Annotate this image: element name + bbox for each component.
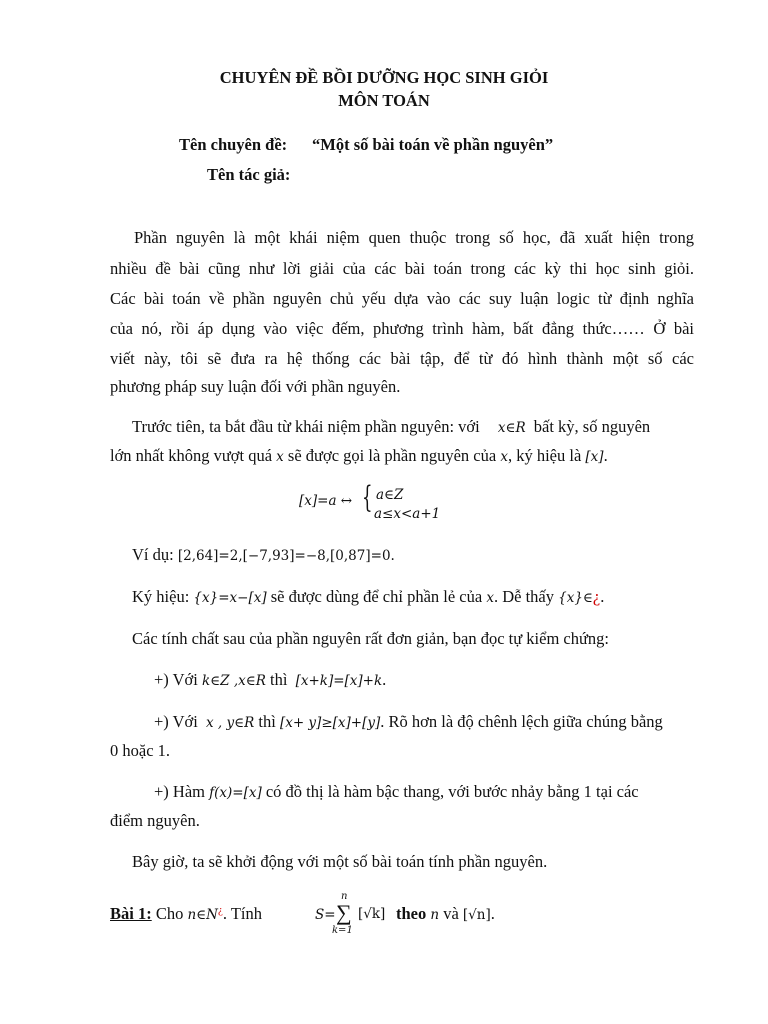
property-1 [154, 670, 386, 690]
notation-text-b: . Dễ thấy [493, 587, 554, 606]
notation-red-mark: ¿ [592, 587, 601, 606]
intro-line-6: phương pháp suy luận đối với phần nguyên. [110, 377, 401, 396]
intro-line-2: nhiều đề bài cũng như lời giải của các bài toán trong các kỳ thi học sinh giỏi. [110, 259, 694, 278]
property-3-line-2: điểm nguyên. [110, 811, 200, 830]
problem-1-end: . [490, 904, 495, 923]
property-2-math-2: [x+ y]≥[x]+[y] [279, 715, 381, 731]
property-3-text-b: có đồ thị là hàm bậc thang, với bước nhảy bằng 1 tại các [265, 782, 639, 801]
property-2-text-a: +) Với [154, 712, 198, 731]
brace-symbol: { [362, 480, 373, 515]
topic-value: “Một số bài toán về phần nguyên” [312, 135, 554, 154]
sum-term: [√k] [358, 906, 386, 922]
definition-text-a: Trước tiên, ta bắt đầu từ khái niệm phần nguyên: với [132, 417, 480, 436]
intro-line-3: Các bài toán về phần nguyên chủ yếu dựa vào các suy luận logic từ định nghĩa [110, 289, 694, 308]
properties-intro: Các tính chất sau của phần nguyên rất đơn giản, bạn đọc tự kiểm chứng: [132, 629, 610, 648]
property-1-text-b: thì [270, 670, 288, 689]
property-2-text-c: . Rõ hơn là độ chênh lệch giữa chúng bằng [380, 712, 663, 731]
problem-1-text-d: và [443, 904, 459, 923]
notation-text-a: sẽ được dùng để chỉ phần lẻ của [270, 587, 483, 606]
definition-text-c: lớn nhất không vượt quá [110, 446, 273, 465]
definition-floor-symbol: [x] [585, 449, 604, 465]
problem-1-line [110, 904, 262, 924]
problem-1-red-mark: ¿ [218, 904, 223, 916]
formula-case-2: a≤x<a+1 [374, 506, 441, 522]
notation-math-2: {x}∈ [558, 590, 593, 606]
problem-1-text-a: Cho [155, 904, 184, 923]
example-math: [2,64]=2,[−7,93]=−8,[0,87]=0. [177, 548, 395, 564]
title-line-1: CHUYÊN ĐỀ BỒI DƯỠNG HỌC SINH GIỎI [219, 68, 549, 87]
problem-1-n: n [430, 907, 440, 923]
definition-line-1 [132, 417, 650, 437]
notation-math: {x}=x−[x] [193, 590, 267, 606]
property-1-text-a: +) Với [154, 670, 198, 689]
property-3-text-a: +) Hàm [154, 782, 205, 801]
definition-text-e: , ký hiệu là [507, 446, 582, 465]
problem-1-text-c: theo [396, 904, 427, 923]
property-2 [154, 712, 663, 732]
problem-1-math-n: n∈N [187, 907, 218, 923]
property-1-math: k∈Z ,x∈R [201, 673, 266, 689]
property-3 [154, 782, 639, 802]
definition-x2: x [500, 449, 508, 465]
property-3-math: f(x)=[x] [209, 785, 262, 801]
topic-label: Tên chuyên đề: [179, 135, 288, 154]
property-2-line-2: 0 hoặc 1. [110, 741, 171, 760]
notation-label: Ký hiệu: [132, 587, 190, 606]
intro-line-1: Phần nguyên là một khái niệm quen thuộc trong số học, đã xuất hiện trong [134, 228, 694, 247]
property-2-text-b: thì [258, 712, 276, 731]
problem-1-text-b: . Tính [222, 904, 263, 923]
property-2-math: x , y∈R [205, 715, 255, 731]
intro-line-4: của nó, rồi áp dụng vào việc đếm, phương trình hàm, bất đẳng thức…… Ở bài [110, 319, 694, 338]
intro-line-5: viết này, tôi sẽ đưa ra hệ thống các bài tập, để từ đó hình thành một số các [110, 349, 694, 368]
definition-math-xinr: x∈R [497, 420, 526, 436]
property-1-end: . [382, 670, 387, 689]
problem-1-theo [396, 904, 495, 924]
author-label: Tên tác giả: [207, 165, 291, 184]
formula-case-1: a∈Z [376, 487, 404, 503]
problem-1-sqrt-n: [√n] [462, 907, 491, 923]
sum-bottom: k=1 [332, 925, 353, 936]
sum-s-eq: S= [315, 907, 336, 923]
notation-line [132, 587, 604, 607]
title-line-2: MÔN TOÁN [338, 91, 430, 110]
definition-line-2: lớn nhất không vượt quá x sẽ được gọi là phần nguyên của x, ký hiệu là [x]. [110, 446, 608, 465]
sum-symbol: ∑ [336, 900, 352, 925]
definition-text-d: sẽ được gọi là phần nguyên của [287, 446, 497, 465]
problem-1-label: Bài 1: [110, 904, 152, 923]
notation-x: x [486, 590, 494, 606]
example-line [132, 545, 395, 565]
property-1-math-2: [x+k]=[x]+k [295, 673, 383, 689]
example-label: Ví dụ: [132, 545, 174, 564]
definition-text-b: bất kỳ, số nguyên [533, 417, 651, 436]
formula-left: [x]=a ↔ [299, 493, 353, 509]
sum-top: n [341, 891, 348, 902]
transition-text: Bây giờ, ta sẽ khởi động với một số bài toán tính phần nguyên. [132, 852, 548, 871]
notation-end: . [600, 587, 605, 606]
definition-x: x [276, 449, 284, 465]
